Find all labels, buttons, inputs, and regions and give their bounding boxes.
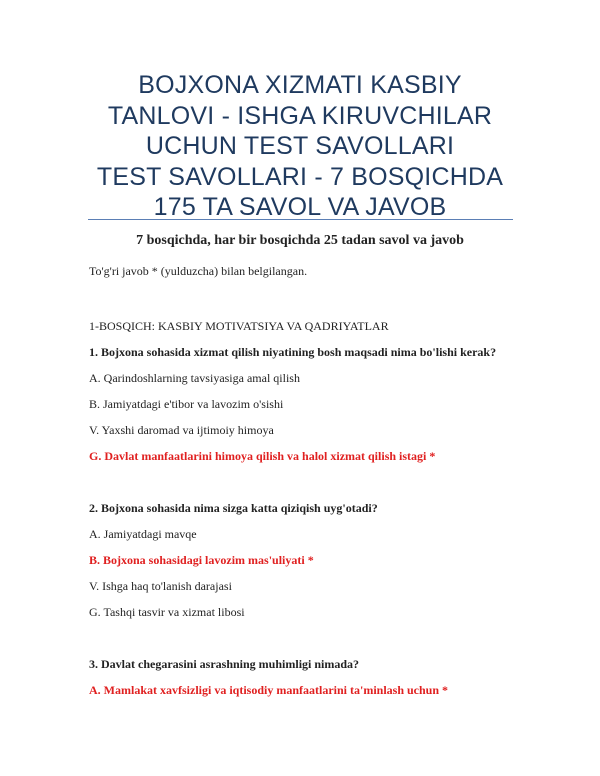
answer-option: A. Qarindoshlarning tavsiyasiga amal qilish	[89, 371, 300, 385]
correct-answer-option: G. Davlat manfaatlarini himoya qilish va halol xizmat qilish istagi *	[89, 449, 436, 463]
answer-option: V. Ishga haq to'lanish darajasi	[89, 579, 232, 593]
question-text: 2. Bojxona sohasida nima sizga katta qiziqish uyg'otadi?	[89, 501, 378, 515]
answer-option: G. Tashqi tasvir va xizmat libosi	[89, 605, 245, 619]
answer-option: B. Jamiyatdagi e'tibor va lavozim o'sishi	[89, 397, 284, 411]
title-line: TEST SAVOLLARI - 7 BOSQICHDA	[96, 162, 504, 191]
answer-option: V. Yaxshi daromad va ijtimoiy himoya	[89, 423, 274, 437]
answer-option: A. Jamiyatdagi mavqe	[89, 527, 197, 541]
document-subtitle: 7 bosqichda, har bir bosqichda 25 tadan savol va javob	[136, 233, 464, 248]
question-text: 3. Davlat chegarasini asrashning muhimligi nimada?	[89, 657, 360, 671]
answer-key-note: To'g'ri javob * (yulduzcha) bilan belgilangan.	[89, 264, 308, 278]
section-heading: 1-BOSQICH: KASBIY MOTIVATSIYA VA QADRIYATLAR	[89, 319, 389, 333]
title-divider	[88, 219, 513, 220]
title-line: BOJXONA XIZMATI KASBIY	[138, 71, 462, 99]
correct-answer-option: B. Bojxona sohasidagi lavozim mas'uliyati *	[89, 553, 314, 567]
question-text: 1. Bojxona sohasida xizmat qilish niyatining bosh maqsadi nima bo'lishi kerak?	[89, 345, 497, 359]
title-line: 175 TA SAVOL VA JAVOB	[153, 193, 447, 221]
correct-answer-option: A. Mamlakat xavfsizligi va iqtisodiy manfaatlarini ta'minlash uchun *	[89, 683, 449, 697]
title-line: UCHUN TEST SAVOLLARI	[145, 132, 455, 160]
document-title	[80, 70, 520, 223]
title-line: TANLOVI - ISHGA KIRUVCHILAR	[107, 101, 493, 130]
